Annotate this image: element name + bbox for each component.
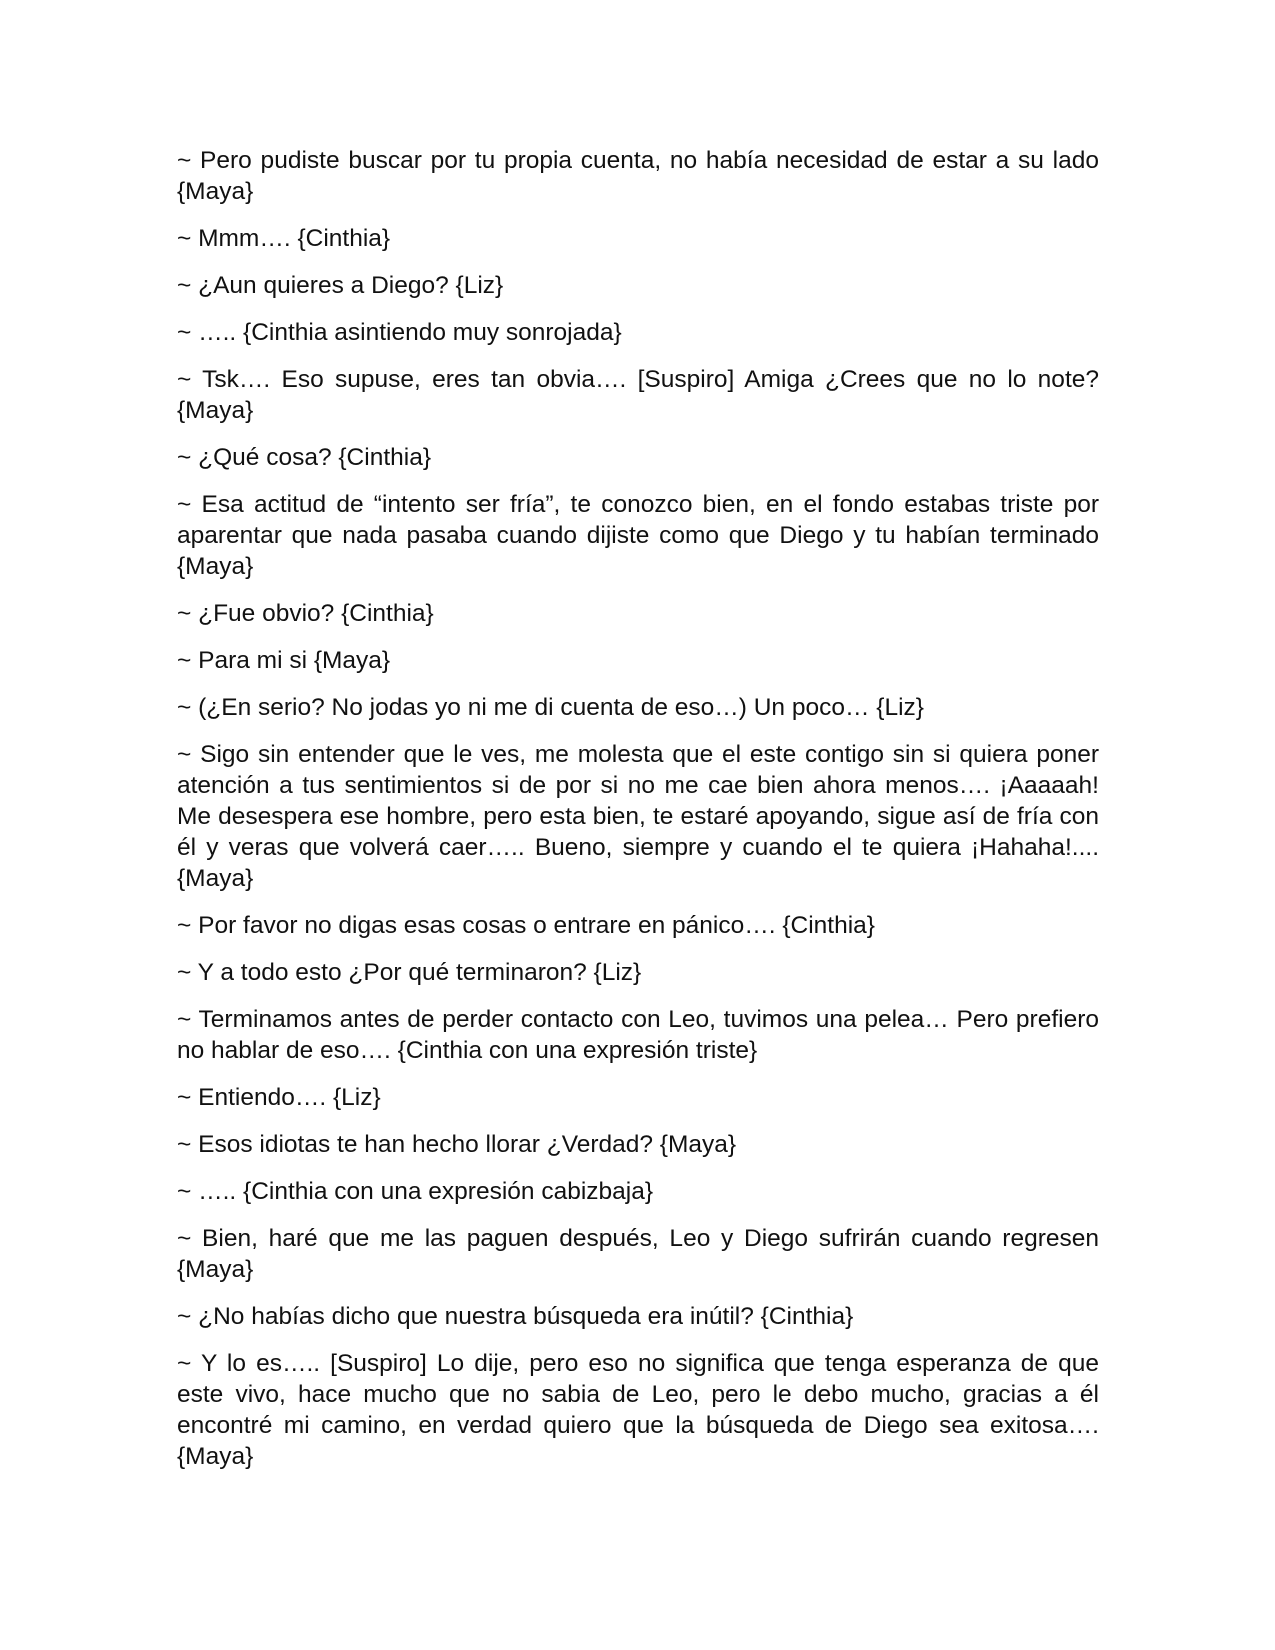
dialogue-line: ~ Sigo sin entender que le ves, me molesta que el este contigo sin si quiera poner atención a tus sentimientos si de por si no me cae bien ahora menos…. ¡Aaaaah! Me desespera ese hombre, pero esta bien, te estaré apoyando, sigue así de fría con él y veras que volverá caer….. Bueno, siempre y cuando el te quiera ¡Hahaha!.... {Maya} <box>177 741 1099 892</box>
dialogue-line: ~ ….. {Cinthia con una expresión cabizbaja} <box>177 1178 654 1205</box>
dialogue-line: ~ Por favor no digas esas cosas o entrare en pánico…. {Cinthia} <box>177 912 875 939</box>
dialogue-line: ~ ¿No habías dicho que nuestra búsqueda era inútil? {Cinthia} <box>177 1303 854 1330</box>
dialogue-line: ~ Y a todo esto ¿Por qué terminaron? {Liz} <box>177 959 642 986</box>
dialogue-line: ~ Esa actitud de “intento ser fría”, te conozco bien, en el fondo estabas triste por aparentar que nada pasaba cuando dijiste como que Diego y tu habían terminado {Maya} <box>177 491 1099 580</box>
dialogue-line: ~ Mmm…. {Cinthia} <box>177 225 391 252</box>
dialogue-line: ~ (¿En serio? No jodas yo ni me di cuenta de eso…) Un poco… {Liz} <box>177 694 924 721</box>
dialogue-line: ~ Terminamos antes de perder contacto con Leo, tuvimos una pelea… Pero prefiero no hablar de eso…. {Cinthia con una expresión triste} <box>177 1006 1099 1064</box>
dialogue-line: ~ Entiendo…. {Liz} <box>177 1084 381 1111</box>
dialogue-line: ~ ¿Fue obvio? {Cinthia} <box>177 600 434 627</box>
dialogue-line: ~ Tsk…. Eso supuse, eres tan obvia…. [Suspiro] Amiga ¿Crees que no lo note? {Maya} <box>177 366 1099 424</box>
dialogue-line: ~ ¿Aun quieres a Diego? {Liz} <box>177 272 504 299</box>
dialogue-line: ~ ….. {Cinthia asintiendo muy sonrojada} <box>177 319 622 346</box>
dialogue-line: ~ Pero pudiste buscar por tu propia cuenta, no había necesidad de estar a su lado {Maya} <box>177 147 1099 205</box>
dialogue-text <box>177 145 1099 1488</box>
dialogue-line: ~ Bien, haré que me las paguen después, Leo y Diego sufrirán cuando regresen {Maya} <box>177 1225 1099 1283</box>
dialogue-line: ~ Para mi si {Maya} <box>177 647 391 674</box>
dialogue-line: ~ Esos idiotas te han hecho llorar ¿Verdad? {Maya} <box>177 1131 737 1158</box>
dialogue-line: ~ Y lo es….. [Suspiro] Lo dije, pero eso no significa que tenga esperanza de que este vivo, hace mucho que no sabia de Leo, pero le debo mucho, gracias a él encontré mi camino, en verdad quiero que la búsqueda de Diego sea exitosa…. {Maya} <box>177 1350 1099 1470</box>
dialogue-line: ~ ¿Qué cosa? {Cinthia} <box>177 444 432 471</box>
